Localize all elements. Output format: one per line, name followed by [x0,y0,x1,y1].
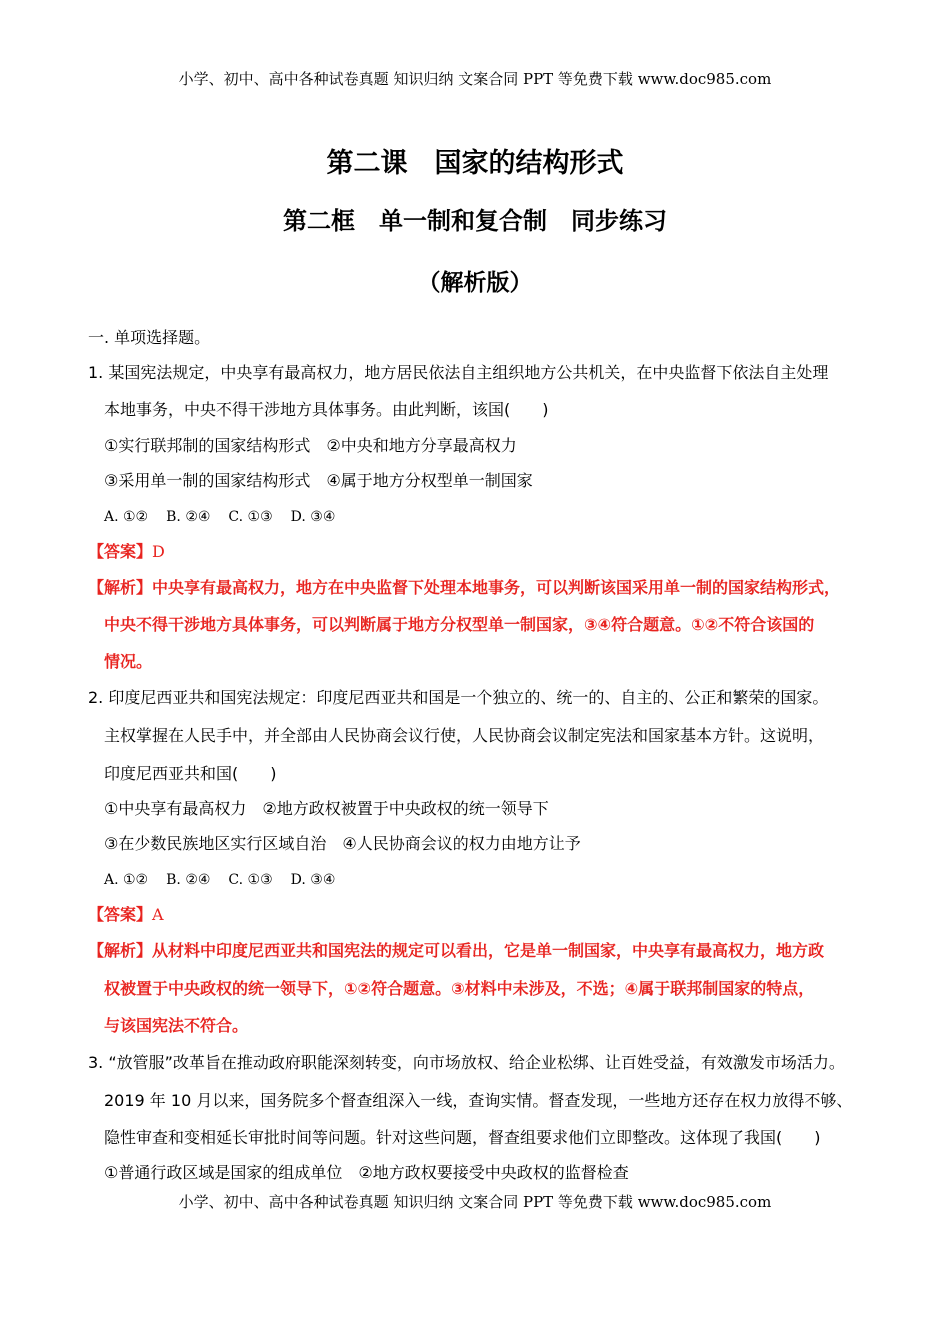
q1-option-a: A. ①② [104,509,149,525]
q2-stem-line-3: 印度尼西亚共和国( ) [104,764,277,783]
q3-stem-line-2: 2019 年 10 月以来，国务院多个督查组深入一线，查询实情。督查发现，一些地方还存在权力放得不够、 [104,1091,853,1110]
q3-stem-line-3: 隐性审查和变相延长审批时间等问题。针对这些问题，督查组要求他们立即整改。这体现了我国( ) [104,1128,821,1147]
q1-stem-line-2: 本地事务，中央不得干涉地方具体事务。由此判断，该国( ) [104,400,549,419]
q1-option-c: C. ①③ [228,509,273,525]
q1-options [104,507,353,527]
q2-stem-line-2: 主权掌握在人民手中，并全部由人民协商会议行使，人民协商会议制定宪法和国家基本方针。这说明， [104,726,825,745]
q1-statements-1: ①实行联邦制的国家结构形式 ②中央和地方分享最高权力 [104,436,517,455]
q1-explanation-3: 情况。 [104,652,153,671]
q3-stem-line-1: 3. “放管服”改革旨在推动政府职能深刻转变，向市场放权、给企业松绑、让百姓受益，有效激发市场活力。 [88,1053,845,1072]
q1-answer-value: D [152,542,165,561]
page-footer: 小学、初中、高中各种试卷真题 知识归纳 文案合同 PPT 等免费下载 www.doc985.com [178,1193,772,1211]
q2-statements-2: ③在少数民族地区实行区域自治 ④人民协商会议的权力由地方让予 [104,834,581,853]
q2-option-c: C. ①③ [228,872,273,888]
q2-options [104,870,353,890]
q1-option-b: B. ②④ [166,509,211,525]
q1-answer-label: 【答案】 [88,542,153,561]
q2-option-d: D. ③④ [290,872,336,888]
q1-answer [88,542,165,562]
page-header: 小学、初中、高中各种试卷真题 知识归纳 文案合同 PPT 等免费下载 www.doc985.com [178,70,772,88]
q2-explanation-1: 【解析】从材料中印度尼西亚共和国宪法的规定可以看出，它是单一制国家，中央享有最高权力，地方政 [88,941,825,960]
q1-option-d: D. ③④ [290,509,336,525]
q2-answer-label: 【答案】 [88,905,153,924]
q3-statements-1: ①普通行政区域是国家的组成单位 ②地方政权要接受中央政权的监督检查 [104,1163,629,1182]
q2-answer-value: A [152,905,164,924]
q2-explanation-2: 权被置于中央政权的统一领导下，①②符合题意。③材料中未涉及，不选；④属于联邦制国家的特点， [104,979,815,998]
edition-title: （解析版） [417,270,533,296]
q2-statements-1: ①中央享有最高权力 ②地方政权被置于中央政权的统一领导下 [104,799,549,818]
q1-explanation-1: 【解析】中央享有最高权力，地方在中央监督下处理本地事务，可以判断该国采用单一制的国家结构形式， [88,578,841,597]
q2-explanation-3: 与该国宪法不符合。 [104,1016,249,1035]
q2-stem-line-1: 2. 印度尼西亚共和国宪法规定：印度尼西亚共和国是一个独立的、统一的、自主的、公正和繁荣的国家。 [88,688,829,707]
section-title: 第二框 单一制和复合制 同步练习 [283,207,667,235]
q2-option-a: A. ①② [104,872,149,888]
section-heading: 一. 单项选择题。 [88,328,211,347]
q2-option-b: B. ②④ [166,872,211,888]
q1-explanation-2: 中央不得干涉地方具体事务，可以判断属于地方分权型单一制国家，③④符合题意。①②不符合该国的 [104,615,815,634]
lesson-title: 第二课 国家的结构形式 [326,148,624,179]
q1-statements-2: ③采用单一制的国家结构形式 ④属于地方分权型单一制国家 [104,471,533,490]
q1-stem-line-1: 1. 某国宪法规定，中央享有最高权力，地方居民依法自主组织地方公共机关，在中央监督下依法自主处理 [88,363,829,382]
q2-answer [88,905,164,925]
